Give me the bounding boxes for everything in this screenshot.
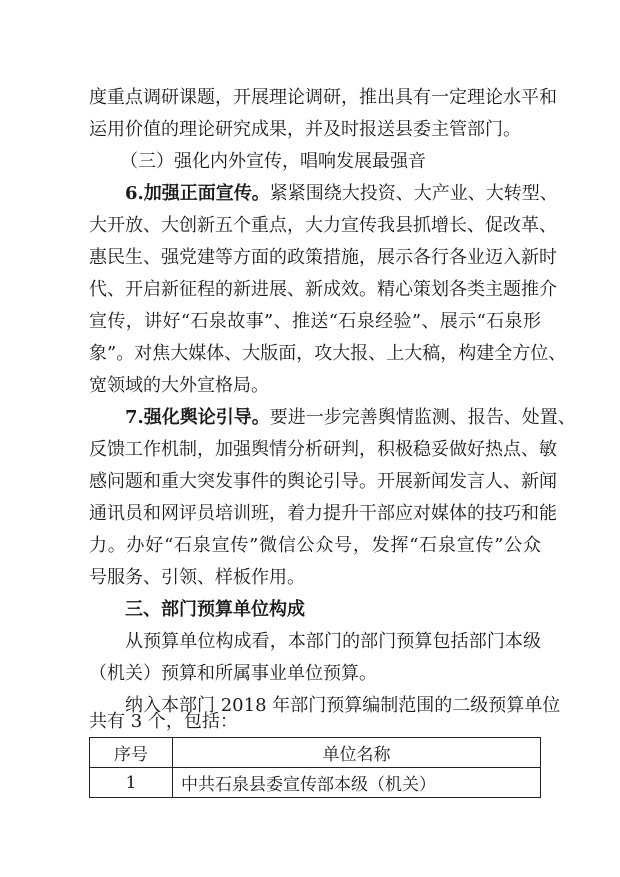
paragraph-line: 惠民生、强党建等方面的政策措施，展示各行各业迈入新时	[89, 247, 557, 268]
paragraph-line: 感问题和重大突发事件的舆论引导。开展新闻发言人、新闻	[89, 471, 557, 492]
table-header-row	[90, 738, 541, 768]
table-cell-index: 1	[90, 768, 173, 798]
paragraph-line: 共有 3 个，包括：	[89, 711, 238, 732]
paragraph-line: 从预算单位构成看，本部门的部门预算包括部门本级	[125, 631, 541, 652]
paragraph-line: 纳入本部门 2018 年部门预算编制范围的二级预算单位	[125, 695, 561, 716]
paragraph-line: 运用价值的理论研究成果，并及时报送县委主管部门。	[89, 119, 521, 140]
table-cell-unit-name: 中共石泉县委宣传部本级（机关）	[173, 768, 541, 798]
budget-unit-table	[89, 737, 541, 798]
column-header-unit-name: 单位名称	[173, 738, 541, 768]
paragraph-line: 宣传，讲好“石泉故事”、推送“石泉经验”、展示“石泉形	[89, 311, 541, 332]
paragraph-line: 大开放、大创新五个重点，大力宣传我县抓增长、促改革、	[89, 215, 557, 236]
paragraph-line	[125, 406, 576, 430]
paragraph-line: 度重点调研课题，开展理论调研，推出具有一定理论水平和	[89, 87, 557, 108]
paragraph-line: 代、开启新征程的新进展、新成效。精心策划各类主题推介	[89, 279, 557, 300]
chapter-heading: 三、部门预算单位构成	[125, 599, 305, 620]
item-text: 紧紧围绕大投资、大产业、大转型、	[269, 183, 558, 204]
item-heading: 7.强化舆论引导。	[125, 407, 270, 428]
paragraph-line: 号服务、引领、样板作用。	[89, 567, 305, 588]
paragraph-line: 通讯员和网评员培训班，着力提升干部应对媒体的技巧和能	[89, 503, 557, 524]
item-heading: 6.加强正面宣传。	[125, 183, 270, 204]
paragraph-line	[125, 182, 558, 206]
column-header-index: 序号	[90, 738, 173, 768]
paragraph-line: 象”。对焦大媒体、大版面，攻大报、上大稿，构建全方位、	[89, 343, 567, 364]
paragraph-line: 反馈工作机制，加强舆情分析研判，积极稳妥做好热点、敏	[89, 439, 557, 460]
paragraph-line: 宽领域的大外宣格局。	[89, 375, 269, 396]
section-heading: （三）强化内外宣传，唱响发展最强音	[120, 151, 426, 172]
paragraph-line: （机关）预算和所属事业单位预算。	[89, 663, 377, 684]
table-row	[90, 768, 541, 798]
paragraph-line: 力。办好“石泉宣传”微信公众号，发挥“石泉宣传”公众	[89, 535, 541, 556]
item-text: 要进一步完善舆情监测、报告、处置、	[269, 407, 576, 428]
